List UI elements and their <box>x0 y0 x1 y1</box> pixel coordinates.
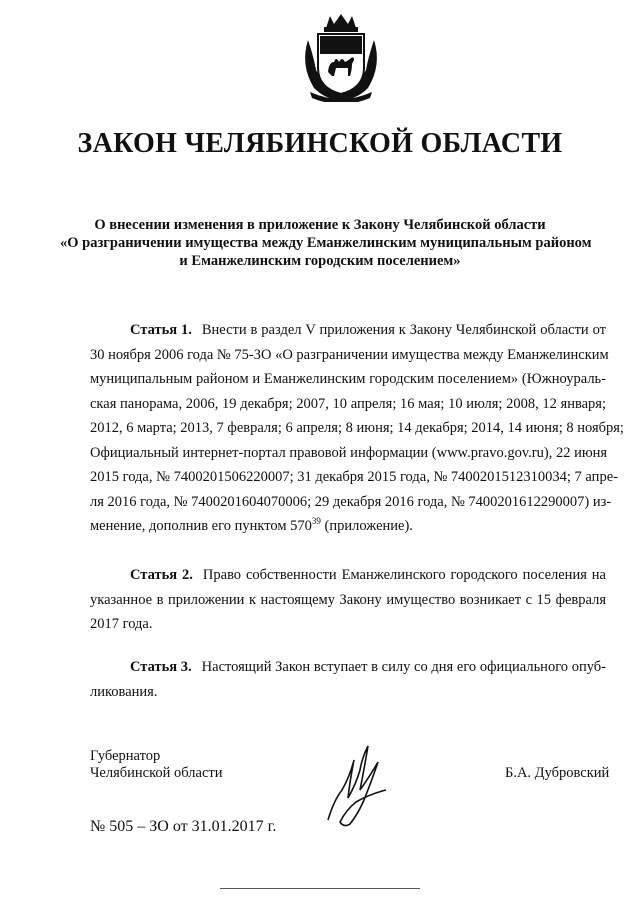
coat-of-arms-icon <box>296 10 386 102</box>
article-1: Статья 1. Внести в раздел V приложения к Закону Челябинской области от 30 ноября 2006 года № 75-ЗО «О разграничении имущества между Еманжелинским муниципальным районом и Еманжелинским городским поселением» (Южноураль- ская панорама, 2006, 19 декабря; 2007, 10 апреля; 16 мая; 10 июля; 2008, 12 января; 2012, 6 марта; 2013, 7 февраля; 6 апреля; 8 июня; 14 декабря; 2014, 14 июня; 8 ноября; Официальный интернет-портал правовой информации (www.pravo.gov.ru), 22 июня 2015 года, № 7400201506220007; 31 декабря 2015 года, № 7400201512310034; 7 апре- ля 2016 года, № 7400201604070006; 29 декабря 2016 года, № 7400201612290007) из- менение, дополнив его пунктом $570^{39}$ (приложение). <box>90 322 624 534</box>
handwritten-signature <box>320 740 400 830</box>
article-label: Статья 3. <box>130 659 192 675</box>
article-3: Статья 3. Настоящий Закон вступает в силу со дня его официального опуб- ликования. <box>90 659 606 700</box>
article-2: Статья 2. Право собственности Еманжелинского городского поселения на указанное в приложении к настоящему Закону имущество возникает с 15 февраля 2017 года. <box>90 567 606 632</box>
document-subtitle: О внесении изменения в приложение к Закону Челябинской области «О разграничении имущества между Еманжелинским муниципальным районом и Еманжелинским городским поселением» <box>60 217 592 269</box>
document-number: № 505 – ЗО от 31.01.2017 г. <box>90 818 277 835</box>
divider <box>220 888 420 889</box>
document-title: ЗАКОН ЧЕЛЯБИНСКОЙ ОБЛАСТИ <box>77 128 563 159</box>
signatory-position: Губернатор Челябинской области <box>90 748 223 781</box>
signatory-name: Б.А. Дубровский <box>505 765 610 781</box>
article-label: Статья 1. <box>130 322 192 338</box>
article-label: Статья 2. <box>130 567 193 583</box>
